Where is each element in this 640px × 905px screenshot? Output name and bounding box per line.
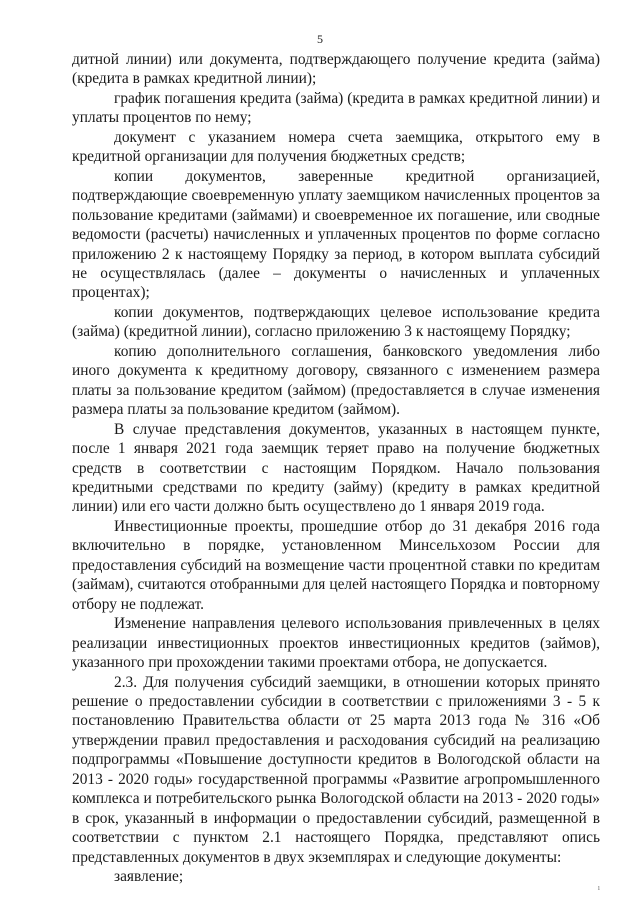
page-number: 5 bbox=[317, 32, 323, 46]
paragraph-section-2-3: 2.3. Для получения субсидий заемщики, в отношении которых принято решение о предоставлении субсидии в соответствии с приложениями 3 - 5 к постановлению Правительства области от 25 марта 2013 года № 316 «Об утверждении правил предоставления и расходования субсидий на реализацию подпрограммы «Повышение доступности кредитов в Вологодской области на 2013 - 2020 годы» государственной программы «Развитие агропромышленного комплекса и потребительского рынка Вологодской области на 2013 - 2020 годы» в срок, указанный в информации о предоставлении субсидий, размещенной в соответствии с пунктом 2.1 настоящего Порядка, представляют опись представленных документов в двух экземплярах и следующие документы: bbox=[72, 673, 600, 866]
paragraph-investment-projects: Инвестиционные проекты, прошедшие отбор до 31 декабря 2016 года включительно в порядке, установленном Минсельхозом России для предоставления субсидий на возмещение части процентной ставки по кредитам (займам), считаются отобранными для целей настоящего Порядка и повторному отбору не подлежат. bbox=[72, 517, 600, 613]
paragraph-target-use-copies: копии документов, подтверждающих целевое использование кредита (займа) (кредитной линии), согласно приложению 3 к настоящему Порядку; bbox=[72, 303, 600, 341]
paragraph-application: заявление; bbox=[114, 868, 184, 886]
paragraph-interest-payment-copies: копии документов, заверенные кредитной организацией, подтверждающие своевременную уплату заемщиком начисленных процентов за пользование кредитами (займами) и своевременное их погашение, или сводные ведомости (расчеты) начисленных и уплаченных процентов по форме согласно приложению 2 к настоящему Порядку за период, в котором выплата субсидий не осуществлялась (далее – документы о начисленных и уплаченных процентах); bbox=[72, 167, 600, 302]
scan-mark: ı bbox=[597, 883, 600, 892]
paragraph-credit-line-document: дитной линии) или документа, подтверждающего получение кредита (займа) (кредита в рамках кредитной линии); bbox=[72, 51, 600, 88]
paragraph-repayment-schedule: график погашения кредита (займа) (кредита в рамках кредитной линии) и уплаты процентов по нему; bbox=[72, 89, 600, 127]
paragraph-additional-agreement-copy: копию дополнительного соглашения, банковского уведомления либо иного документа к кредитному договору, связанного с изменением размера платы за пользование кредитом (займом) (предоставляется в случае изменения размера платы за пользование кредитом (займом). bbox=[72, 342, 600, 419]
paragraph-target-change-prohibited: Изменение направления целевого использования привлеченных в целях реализации инвестиционных проектов инвестиционных кредитов (займов), указанного при прохождении такими проектами отбора, не допускается. bbox=[72, 615, 600, 672]
paragraph-deadline-2021: В случае представления документов, указанных в настоящем пункте, после 1 января 2021 года заемщик теряет право на получение бюджетных средств в соответствии с настоящим Порядком. Начало пользования кредитными средствами по кредиту (займу) (кредиту в рамках кредитной линии) или его части должно быть осуществлено до 1 января 2019 года. bbox=[72, 420, 600, 516]
document-body bbox=[72, 50, 600, 886]
paragraph-account-number-document: документ с указанием номера счета заемщика, открытого ему в кредитной организации для получения бюджетных средств; bbox=[72, 128, 600, 166]
